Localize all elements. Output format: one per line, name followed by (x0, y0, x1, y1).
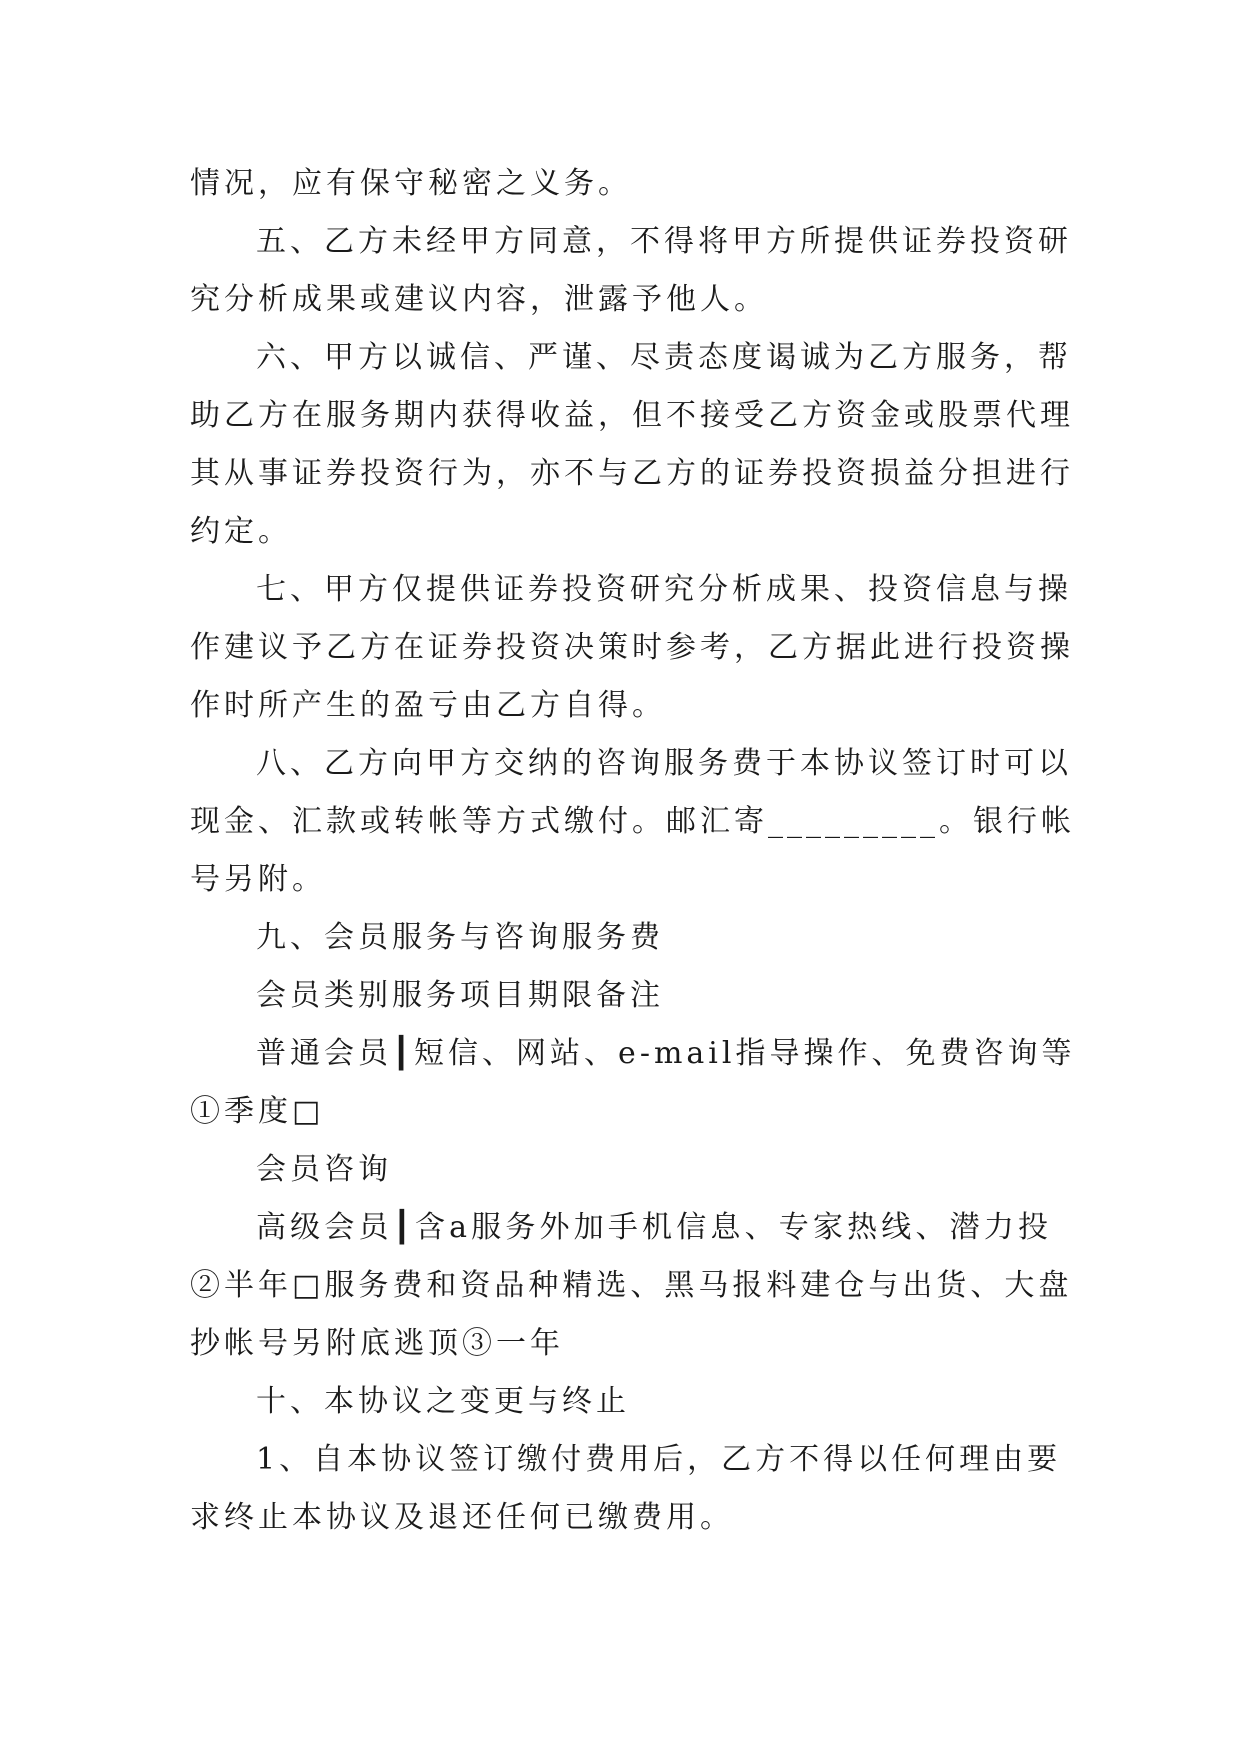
clause-8-line-3: 号另附。 (190, 862, 326, 897)
clause-7-line-2: 作建议予乙方在证券投资决策时参考，乙方据此进行投资操 (190, 630, 1074, 665)
membership-row-advanced-line-1: 高级会员┃含a服务外加手机信息、专家热线、潜力投 (256, 1210, 1052, 1245)
clause-6-line-1: 六、甲方以诚信、严谨、尽责态度谒诚为乙方服务，帮 (256, 340, 1072, 375)
clause-10-item-1-line-1: 1、自本协议签订缴付费用后，乙方不得以任何理由要 (256, 1442, 1062, 1477)
clause-5-line-2: 究分析成果或建议内容，泄露予他人。 (190, 282, 768, 317)
clause-6-line-2: 助乙方在服务期内获得收益，但不接受乙方资金或股票代理 (190, 398, 1074, 433)
document-body (190, 155, 1076, 1547)
membership-row-advanced-line-2: ②半年□服务费和资品种精选、黑马报料建仓与出货、大盘 (190, 1268, 1073, 1303)
clause-5-line-1: 五、乙方未经甲方同意，不得将甲方所提供证券投资研 (256, 224, 1072, 259)
clause-10-heading: 十、本协议之变更与终止 (256, 1384, 630, 1419)
membership-row-basic-line-2: ①季度□ (190, 1094, 325, 1129)
membership-row-consult: 会员咨询 (256, 1152, 392, 1187)
membership-row-advanced-line-3: 抄帐号另附底逃顶③一年 (190, 1326, 564, 1361)
clause-8-line-1: 八、乙方向甲方交纳的咨询服务费于本协议签订时可以 (256, 746, 1072, 781)
clause-10-item-1-line-2: 求终止本协议及退还任何已缴费用。 (190, 1500, 734, 1535)
membership-table-header: 会员类别服务项目期限备注 (256, 978, 664, 1013)
clause-9-heading: 九、会员服务与咨询服务费 (256, 920, 664, 955)
clause-6-line-3: 其从事证券投资行为，亦不与乙方的证券投资损益分担进行 (190, 456, 1074, 491)
clause-7-line-3: 作时所产生的盈亏由乙方自得。 (190, 688, 666, 723)
clause-7-line-1: 七、甲方仅提供证券投资研究分析成果、投资信息与操 (256, 572, 1072, 607)
membership-row-basic-line-1: 普通会员┃短信、网站、e-mail指导操作、免费咨询等 (256, 1036, 1076, 1071)
clause-8-line-2: 现金、汇款或转帐等方式缴付。邮汇寄_________。银行帐 (190, 804, 1075, 839)
text-line: 情况，应有保守秘密之义务。 (190, 166, 632, 201)
clause-6-line-4: 约定。 (190, 514, 292, 549)
